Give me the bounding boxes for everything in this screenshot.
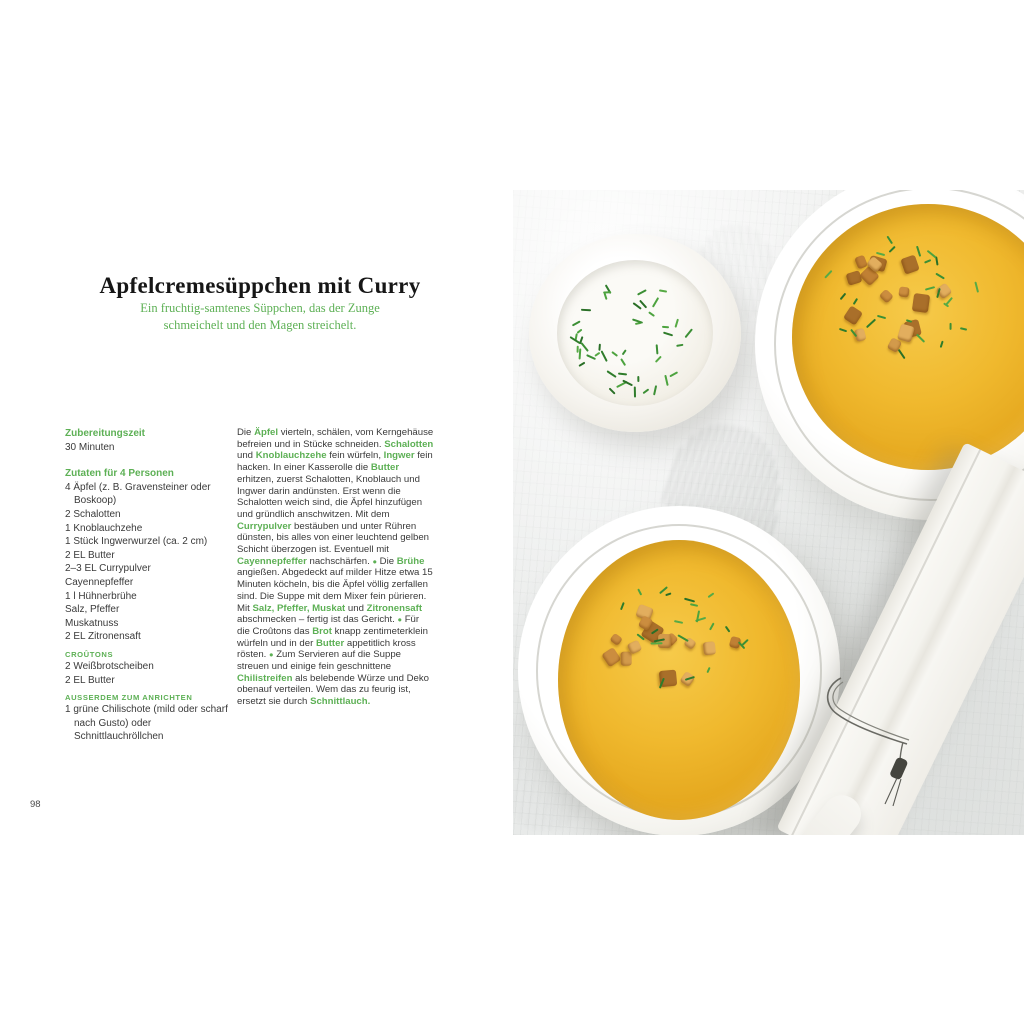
recipe-subtitle: [60, 300, 460, 333]
ingredient-item: 1 Stück Ingwerwurzel (ca. 2 cm): [65, 536, 208, 548]
highlighted-ingredient: Cayennepfeffer: [237, 555, 307, 567]
ingredient-item: 2 EL Butter: [65, 549, 115, 561]
highlighted-ingredient: Butter: [315, 637, 345, 649]
step-bullet: ●: [397, 615, 403, 625]
ingredient-item: 2 Schalotten: [65, 508, 121, 520]
highlighted-ingredient: Schalotten: [384, 438, 434, 450]
step-text: Die: [237, 427, 255, 438]
highlighted-ingredient: Zitronensaft: [366, 602, 423, 614]
step-text: abschmecken – fertig ist das Gericht.: [237, 614, 398, 626]
ingredient-item: Muskatnuss: [65, 617, 119, 629]
ingredient-item: 2–3 EL Currypulver: [65, 563, 151, 575]
ingredients-panel: [65, 427, 237, 744]
ingredient-item: 1 l Hühnerbrühe: [65, 590, 137, 602]
recipe-subtitle-line-1: Ein fruchtig-samtenes Süppchen, das der Zunge: [140, 301, 380, 315]
napkin-string: [813, 670, 933, 810]
step-text: Zum Servieren auf die Suppe streuen und einige fein geschnittene: [237, 649, 401, 673]
ingredient-item: 2 Weißbrotscheiben: [65, 660, 154, 672]
step-bullet: ●: [269, 650, 274, 660]
highlighted-ingredient: Butter: [370, 462, 400, 474]
recipe-title: Apfelcremesüppchen mit Curry: [99, 273, 421, 299]
prep-time-heading: Zubereitungszeit: [65, 428, 146, 439]
soup-surface-bottom: [558, 540, 800, 820]
step-text: appetitlich kross rösten.: [237, 637, 416, 661]
step-text: Für die Croûtons das: [237, 614, 420, 637]
ingredient-item: 1 grüne Chilischote (mild oder scharf nach Gusto) oder Schnittlauchröllchen: [65, 704, 228, 743]
highlighted-ingredient: Knoblauchzehe: [255, 450, 327, 462]
highlighted-ingredient: Brot: [312, 625, 332, 637]
step-text: fein hacken. In einer Kasserolle die: [237, 450, 433, 474]
highlighted-ingredient: Ingwer: [383, 450, 415, 462]
ingredient-subheading: CROÛTONS: [65, 649, 114, 659]
step-text: nachschärfen.: [306, 555, 373, 567]
step-text: bestäuben und unter Rühren dünsten, bis alles von einer leuchtend gelben Schicht überzogen ist. Eventuell mit: [237, 520, 430, 556]
ingredient-item: Salz, Pfeffer: [65, 604, 120, 616]
step-text: Die: [376, 555, 397, 567]
recipe-subtitle-line-2: schmeichelt und den Magen streichelt.: [163, 317, 357, 332]
ingredient-subheading: AUSSERDEM ZUM ANRICHTEN: [65, 693, 193, 703]
step-bullet: ●: [372, 556, 377, 566]
ingredient-item: 1 Knoblauchzehe: [65, 522, 143, 534]
page-number: 98: [30, 799, 41, 810]
preparation-text: [237, 427, 434, 708]
ingredient-item: 2 EL Zitronensaft: [65, 631, 141, 643]
step-text: und: [345, 602, 367, 614]
highlighted-ingredient: Brühe: [396, 555, 425, 567]
highlighted-ingredient: Äpfel: [254, 427, 279, 438]
step-text: als belebende Würze und Deko obenauf verteilen. Wem das zu feurig ist, ersetzt sie durch: [237, 672, 429, 708]
step-text: angießen. Abgedeckt auf milder Hitze etwa 15 Minuten köcheln, bis die Äpfel völlig zerfallen sind. Die Suppe mit dem Mixer fein pürieren. Mit: [237, 567, 433, 614]
step-text: erhitzen, zuerst Schalotten, Knoblauch und Ingwer darin andünsten. Erst wenn die Schalotten weich sind, die Äpfel hinzufügen und gründlich anschwitzen. Mit dem: [237, 473, 423, 520]
highlighted-ingredient: Schnittlauch.: [310, 696, 371, 708]
step-text: fein würfeln,: [326, 450, 384, 462]
ingredient-item: 4 Äpfel (z. B. Gravensteiner oder Boskoop): [65, 481, 211, 507]
ingredient-item: Cayennepfeffer: [65, 576, 134, 588]
ingredient-item: 2 EL Butter: [65, 674, 115, 686]
step-text: knapp zentimeterklein würfeln und in der: [237, 625, 428, 649]
highlighted-ingredient: Chilistreifen: [237, 672, 293, 684]
step-text: und: [237, 450, 256, 462]
step-text: vierteln, schälen, vom Kerngehäuse befreien und in Stücke schneiden.: [237, 427, 434, 450]
prep-time-value: 30 Minuten: [65, 441, 115, 453]
highlighted-ingredient: Salz, Pfeffer, Muskat: [252, 602, 346, 614]
cream-dip-plate: [529, 234, 741, 432]
food-photo: [513, 190, 1024, 835]
highlighted-ingredient: Currypulver: [237, 520, 292, 532]
ingredient-list: [65, 481, 237, 744]
ingredients-heading: Zutaten für 4 Personen: [65, 468, 174, 480]
